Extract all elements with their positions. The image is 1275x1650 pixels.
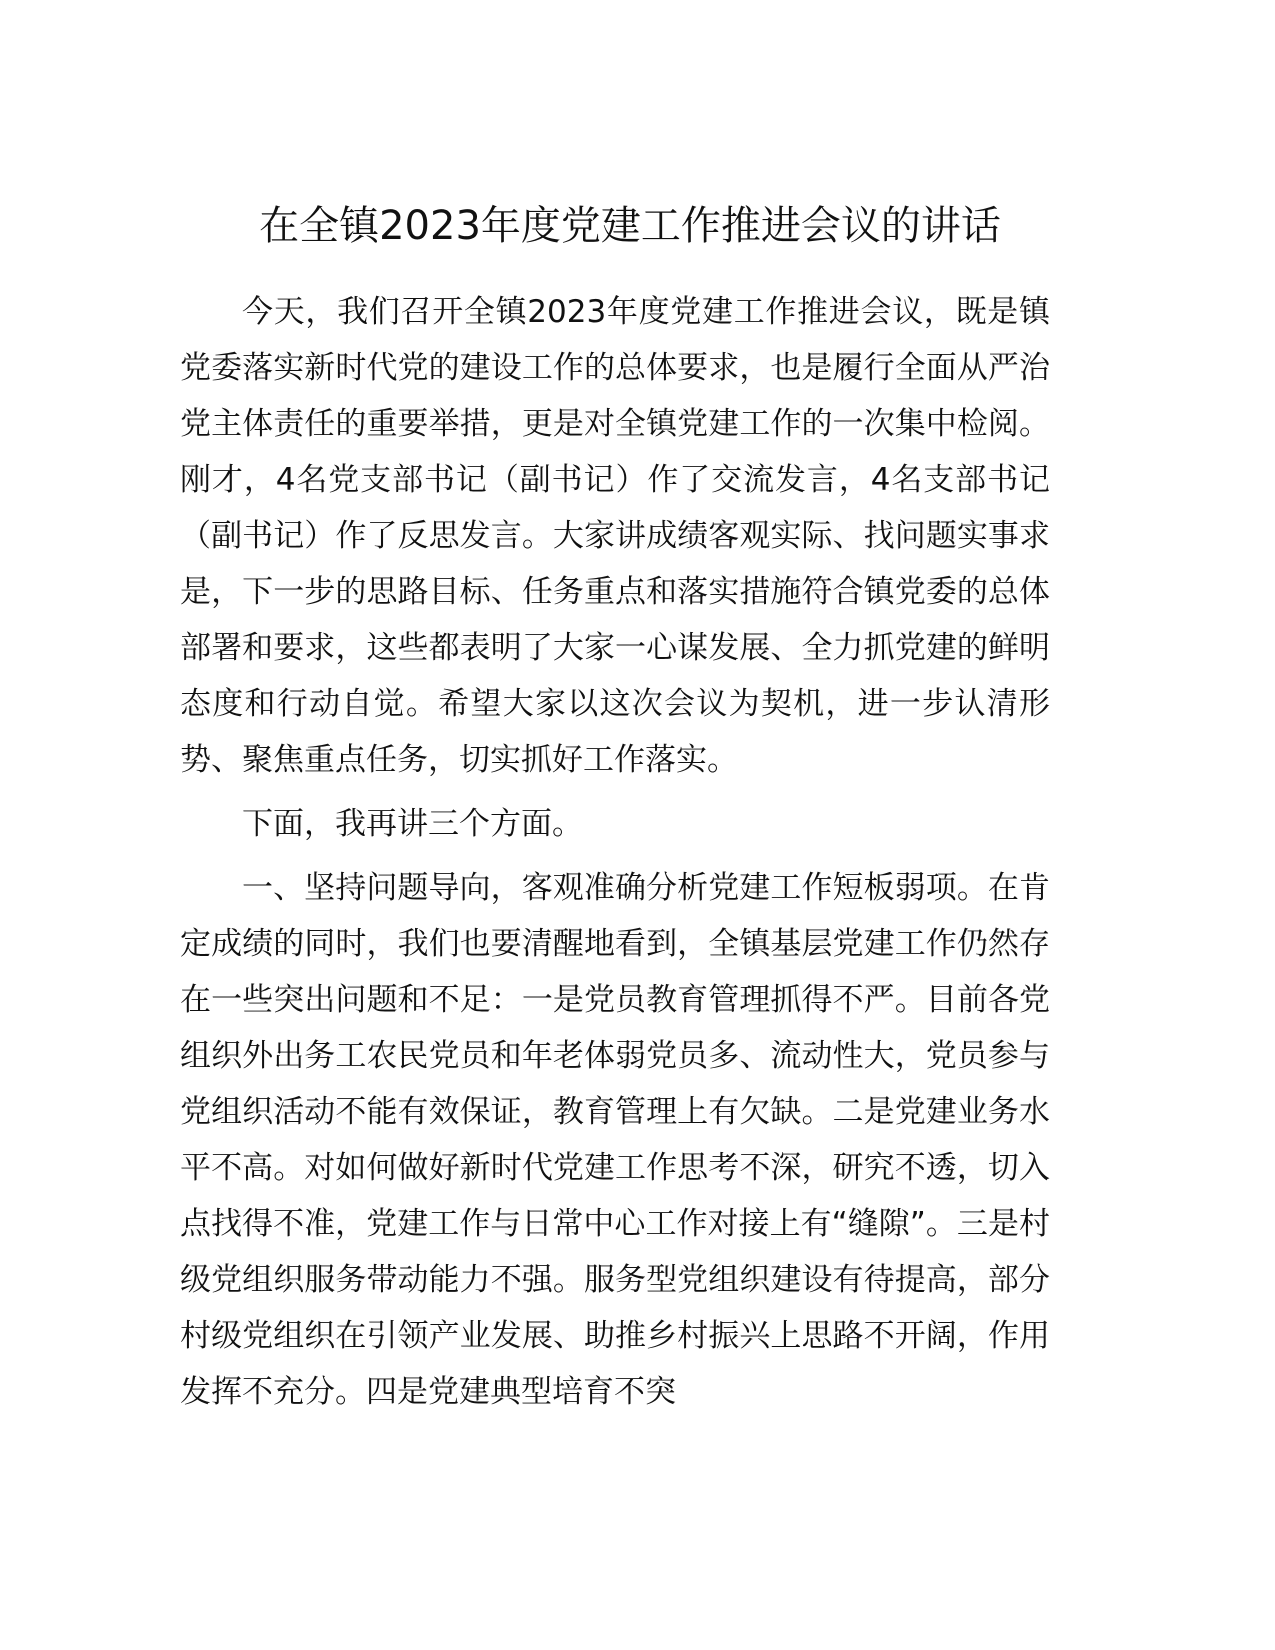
paragraph-section-one: 一、坚持问题导向，客观准确分析党建工作短板弱项。在肯定成绩的同时，我们也要清醒地看到，全镇基层党建工作仍然存在一些突出问题和不足：一是党员教育管理抓得不严。目前各党组织外出务工农民党员和年老体弱党员多、流动性大，党员参与党组织活动不能有效保证，教育管理上有欠缺。二是党建业务水平不高。对如何做好新时代党建工作思考不深，研究不透，切入点找得不准，党建工作与日常中心工作对接上有“缝隙”。三是村级党组织服务带动能力不强。服务型党组织建设有待提高，部分村级党组织在引领产业发展、助推乡村振兴上思路不开阔，作用发挥不充分。四是党建典型培育不突 xyxy=(180,870,1050,1410)
document-title: 在全镇2023年度党建工作推进会议的讲话 xyxy=(259,203,1001,249)
document-body xyxy=(180,284,1050,1420)
paragraph-opening: 今天，我们召开全镇2023年度党建工作推进会议，既是镇党委落实新时代党的建设工作的总体要求，也是履行全面从严治党主体责任的重要举措，更是对全镇党建工作的一次集中检阅。刚才，4名党支部书记（副书记）作了交流发言，4名支部书记（副书记）作了反思发言。大家讲成绩客观实际、找问题实事求是，下一步的思路目标、任务重点和落实措施符合镇党委的总体部署和要求，这些都表明了大家一心谋发展、全力抓党建的鲜明态度和行动自觉。希望大家以这次会议为契机，进一步认清形势、聚焦重点任务，切实抓好工作落实。 xyxy=(180,294,1050,778)
paragraph-transition: 下面，我再讲三个方面。 xyxy=(242,806,583,842)
